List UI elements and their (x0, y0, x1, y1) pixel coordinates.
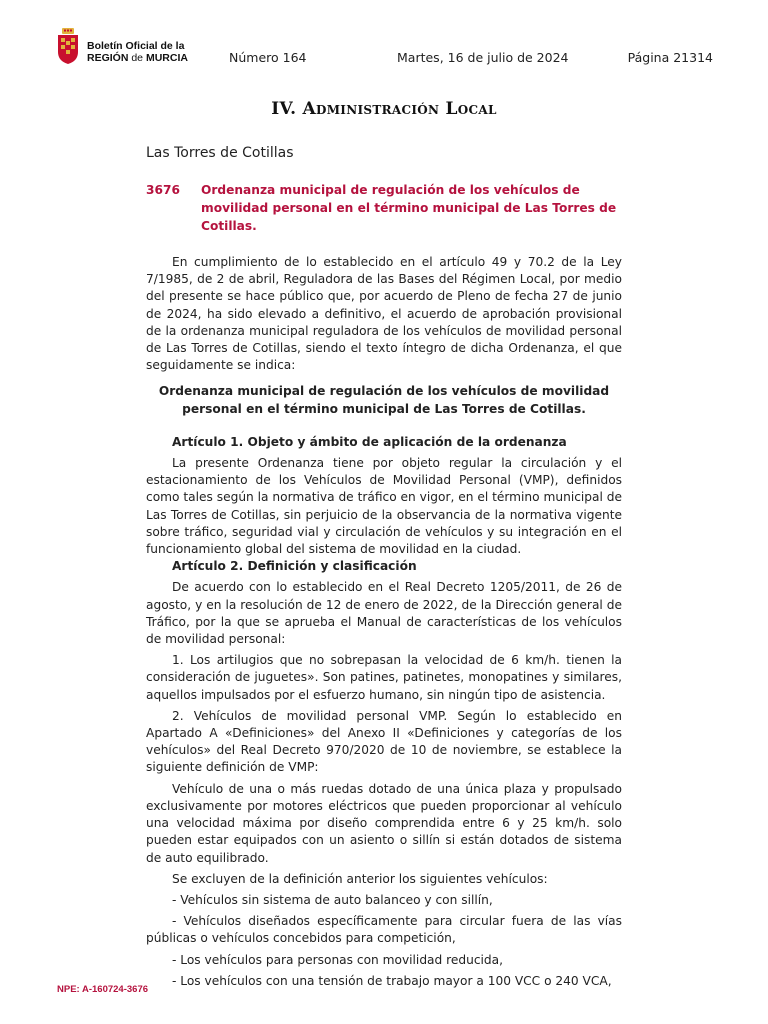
exclusion-item: - Los vehículos con una tensión de trabajo mayor a 100 VCC o 240 VCA, (172, 973, 612, 988)
exclusions-intro: Se excluyen de la definición anterior los siguientes vehículos: (172, 871, 548, 886)
article-2-text: De acuerdo con lo establecido en el Real Decreto 1205/2011, de 26 de agosto, y en la resolución de 12 de enero de 2022, de la Dirección general de Tráfico, por la que se aprueba el Manual de características de los vehículos de movilidad personal: (146, 580, 622, 647)
article-1-text: La presente Ordenanza tiene por objeto regular la circulación y el estacionamiento de los Vehículos de Movilidad Personal (VMP), definidos como tales según la normativa de tráfico en vigor, en el término municipal de Las Torres de Cotillas, sin perjuicio de la observancia de la normativa vigente sobre tráfico, seguridad vial y circulación de vehículos y su integración en el funcionamiento global del sistema de movilidad en la ciudad. (146, 456, 622, 557)
issue-date: Martes, 16 de julio de 2024 (397, 50, 569, 65)
logo-text (87, 40, 188, 64)
logo-line-1: Boletín Oficial de la (87, 40, 185, 52)
page-number: Página 21314 (627, 50, 713, 65)
issue-number: Número 164 (229, 50, 307, 65)
notice-title: Ordenanza municipal de regulación de los vehículos de movilidad personal en el término municipal de Las Torres de Cotillas. (201, 183, 617, 233)
logo-line-2: REGIÓN de MURCIA (87, 52, 188, 64)
municipality-heading: Las Torres de Cotillas (146, 145, 294, 161)
vmp-definition: Vehículo de una o más ruedas dotado de una única plaza y propulsado exclusivamente por motores eléctricos que pueden proporcionar al vehículo una velocidad máxima por diseño comprendida entre 6 y 25 km/h. solo pueden estar equipados con un asiento o sillín si están dotados de sistema de auto equilibrado. (146, 781, 622, 865)
notice-heading (146, 181, 622, 235)
npe-code: NPE: A-160724-3676 (57, 984, 149, 995)
exclusion-item: - Vehículos sin sistema de auto balanceo y con sillín, (172, 892, 493, 907)
boletin-logo (57, 28, 237, 68)
list-item-1: 1. Los artilugios que no sobrepasan la velocidad de 6 km/h. tienen la consideración de juguetes». Son patines, patinetes, monopatines y similares, aquellos impulsados por el esfuerzo humano, sin ningún tipo de asistencia. (146, 653, 622, 702)
ordinance-title: Ordenanza municipal de regulación de los vehículos de movilidad personal en el término municipal de Las Torres de Cotillas. (158, 384, 610, 416)
list-item-2: 2. Vehículos de movilidad personal VMP. Según lo establecido en Apartado A «Definiciones» del Anexo II «Definiciones y categorías de los vehículos» del Real Decreto 970/2020 de 10 de noviembre, se establece la siguiente definición de VMP: (146, 708, 622, 775)
exclusion-item: - Vehículos diseñados específicamente para circular fuera de las vías públicas o vehículos concebidos para competición, (146, 914, 622, 946)
intro-paragraph: En cumplimiento de lo establecido en el artículo 49 y 70.2 de la Ley 7/1985, de 2 de abril, Reguladora de las Bases del Régimen Local, por medio del presente se hace público que, por acuerdo de Pleno de fecha 27 de junio de 2024, ha sido elevado a definitivo, el acuerdo de aprobación provisional de la ordenanza municipal reguladora de los vehículos de movilidad personal de Las Torres de Cotillas, siendo el texto íntegro de dicha Ordenanza, el que seguidamente se indica: (146, 255, 622, 373)
murcia-coat-of-arms-icon (57, 28, 79, 64)
exclusion-item: - Los vehículos para personas con movilidad reducida, (172, 952, 504, 967)
article-1-heading: Artículo 1. Objeto y ámbito de aplicación de la ordenanza (172, 434, 567, 449)
page-header (57, 28, 713, 68)
document-body (146, 145, 622, 990)
article-2-heading: Artículo 2. Definición y clasificación (172, 559, 417, 574)
notice-number: 3676 (146, 183, 180, 197)
section-name: Administración Local (302, 99, 497, 119)
section-title (0, 99, 768, 119)
section-numeral: IV. (271, 99, 297, 119)
